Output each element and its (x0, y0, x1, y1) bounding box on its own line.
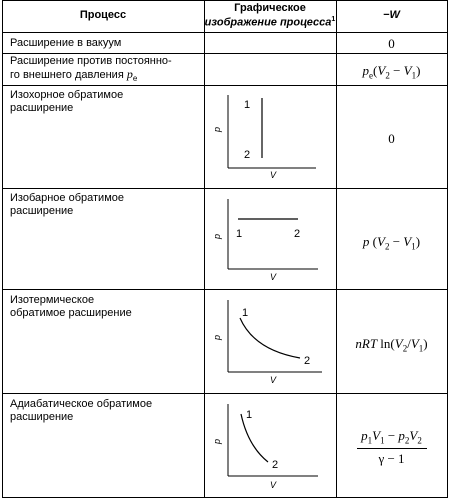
row-label-adiabatic (10, 398, 152, 424)
x-axis-label: V (270, 480, 277, 490)
label-line: расширение (10, 411, 74, 423)
state-1-label: 1 (236, 228, 243, 240)
work-isobaric: p $(V_2 - V_1)$ (362, 234, 421, 252)
process-curve (240, 318, 300, 358)
work-isochoric: 0 (388, 131, 395, 146)
table-border-left (2, 0, 3, 498)
pressure-subscript: e (132, 74, 138, 84)
row-divider (2, 53, 448, 54)
x-axis-label: V (270, 170, 277, 180)
header-graph-line2: изображение процесса (204, 16, 332, 29)
label-line: Расширение против постоянно- (10, 55, 172, 67)
label-line: Изотермическое (10, 294, 95, 306)
row-label-vacuum: Расширение в вакуум (10, 37, 122, 49)
label-line: расширение (10, 205, 74, 217)
label-line: Адиабатическое обратимое (10, 398, 153, 410)
state-1-label: 1 (242, 307, 249, 319)
header-work: −W (383, 9, 400, 21)
y-axis-label: p (212, 334, 222, 340)
label-line: расширение (10, 102, 74, 114)
work-constant-pressure: $p_e(V_2 - V_1)$ (362, 63, 421, 81)
row-label-isothermal (10, 294, 132, 320)
table-border-top (2, 0, 448, 1)
label-line: Изобарное обратимое (10, 192, 124, 204)
row-label-constant-pressure (10, 55, 172, 85)
table-border-bottom (2, 497, 448, 498)
graph-isochoric (208, 88, 336, 186)
row-divider (2, 188, 448, 189)
state-2-label: 2 (294, 228, 301, 240)
fraction-denominator: γ − 1 (378, 450, 405, 466)
row-label-isobaric (10, 192, 124, 218)
header-graph-line1: Графическое (234, 2, 306, 14)
fraction-bar (357, 448, 427, 449)
y-axis-label: p (212, 126, 222, 132)
graph-adiabatic (208, 396, 336, 496)
work-adiabatic (336, 428, 447, 467)
label-line: го внешнего давления (10, 69, 127, 81)
label-line: Изохорное обратимое (10, 89, 124, 101)
row-label-isochoric (10, 89, 123, 115)
col-divider (204, 0, 205, 498)
row-divider (2, 32, 448, 33)
process-curve (241, 414, 268, 462)
state-2-label: 2 (304, 355, 311, 367)
row-divider (2, 289, 448, 290)
row-divider (2, 393, 448, 394)
work-vacuum: 0 (388, 36, 395, 51)
y-axis-label: p (212, 438, 222, 444)
fraction-numerator: $p_1V_1 - p_2V_2$ (361, 428, 422, 446)
header-graph-footnote: 1 (331, 16, 336, 23)
graph-isothermal (208, 292, 336, 392)
y-axis-label: p (212, 233, 222, 239)
state-1-label: 1 (246, 409, 253, 421)
state-2-label: 2 (272, 459, 279, 471)
x-axis-label: V (270, 272, 277, 282)
header-graph (204, 2, 336, 29)
pressure-symbol: p (126, 67, 133, 81)
state-1-label: 1 (244, 99, 251, 111)
header-process: Процесс (79, 9, 127, 21)
x-axis-label: V (270, 375, 277, 385)
state-2-label: 2 (244, 149, 251, 161)
work-isothermal: nRT $\ln(V_2/V_1)$ (355, 336, 428, 354)
process-work-table (2, 0, 448, 498)
table-border-right (447, 0, 448, 498)
graph-isobaric (208, 191, 336, 288)
label-line: обратимое расширение (10, 307, 132, 319)
